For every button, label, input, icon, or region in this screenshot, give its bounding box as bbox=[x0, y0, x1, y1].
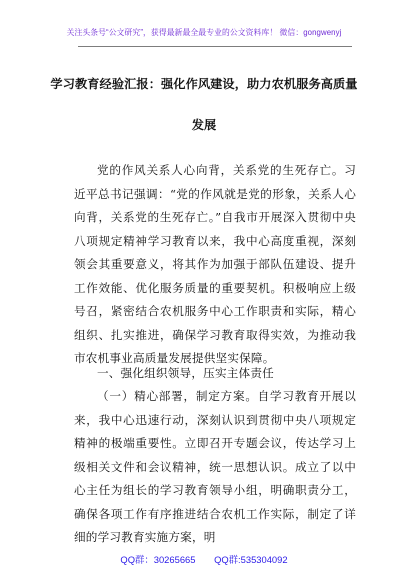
footer-contact bbox=[0, 554, 408, 566]
header-banner: 关注头条号“公文研究”，获得最新最全最专业的公文资料库！ 微信：gongwenyj bbox=[66, 28, 342, 37]
document-title-line2: 发展 bbox=[191, 118, 217, 132]
footer-qq-group-2: QQ群:535304092 bbox=[214, 554, 288, 565]
body-paragraph-2: （一）精心部署，制定方案。自学习教育开展以来，我中心迅速行动，深刻认识到贯彻中央八项规定精神的极端重要性。立即召开专题会议，传达学习上级相关文件和会议精神，统一思想认识。成立了以中心主任为组长的学习教育领导小组，明确职责分工，确保各项工作有序推进结合农机工作实际，制定了详细的学习教育实施方案，明 bbox=[74, 389, 356, 544]
section-heading-1: 一、强化组织领导，压实主体责任 bbox=[97, 366, 274, 380]
footer-qq-group-1: QQ群：30265665 bbox=[120, 554, 196, 565]
header-divider bbox=[78, 46, 352, 47]
body-paragraph-1: 党的作风关系人心向背，关系党的生死存亡。习近平总书记强调：“党的作风就是党的形象，关系人心向背，关系党的生死存亡。”自我市开展深入贯彻中央八项规定精神学习教育以来，我中心高度重视，深刻领会其重要意义，将其作为加强于部队伍建设、提升工作效能、优化服务质量的重要契机。积极响应上级号召，紧密结合农机服务中心工作职责和实际，精心组织、扎实推进，确保学习教育取得实效，为推动我市农机事业高质量发展提供坚实保障。 bbox=[74, 163, 356, 365]
document-title-line1: 学习教育经验汇报：强化作风建设，助力农机服务高质量 bbox=[50, 77, 358, 91]
